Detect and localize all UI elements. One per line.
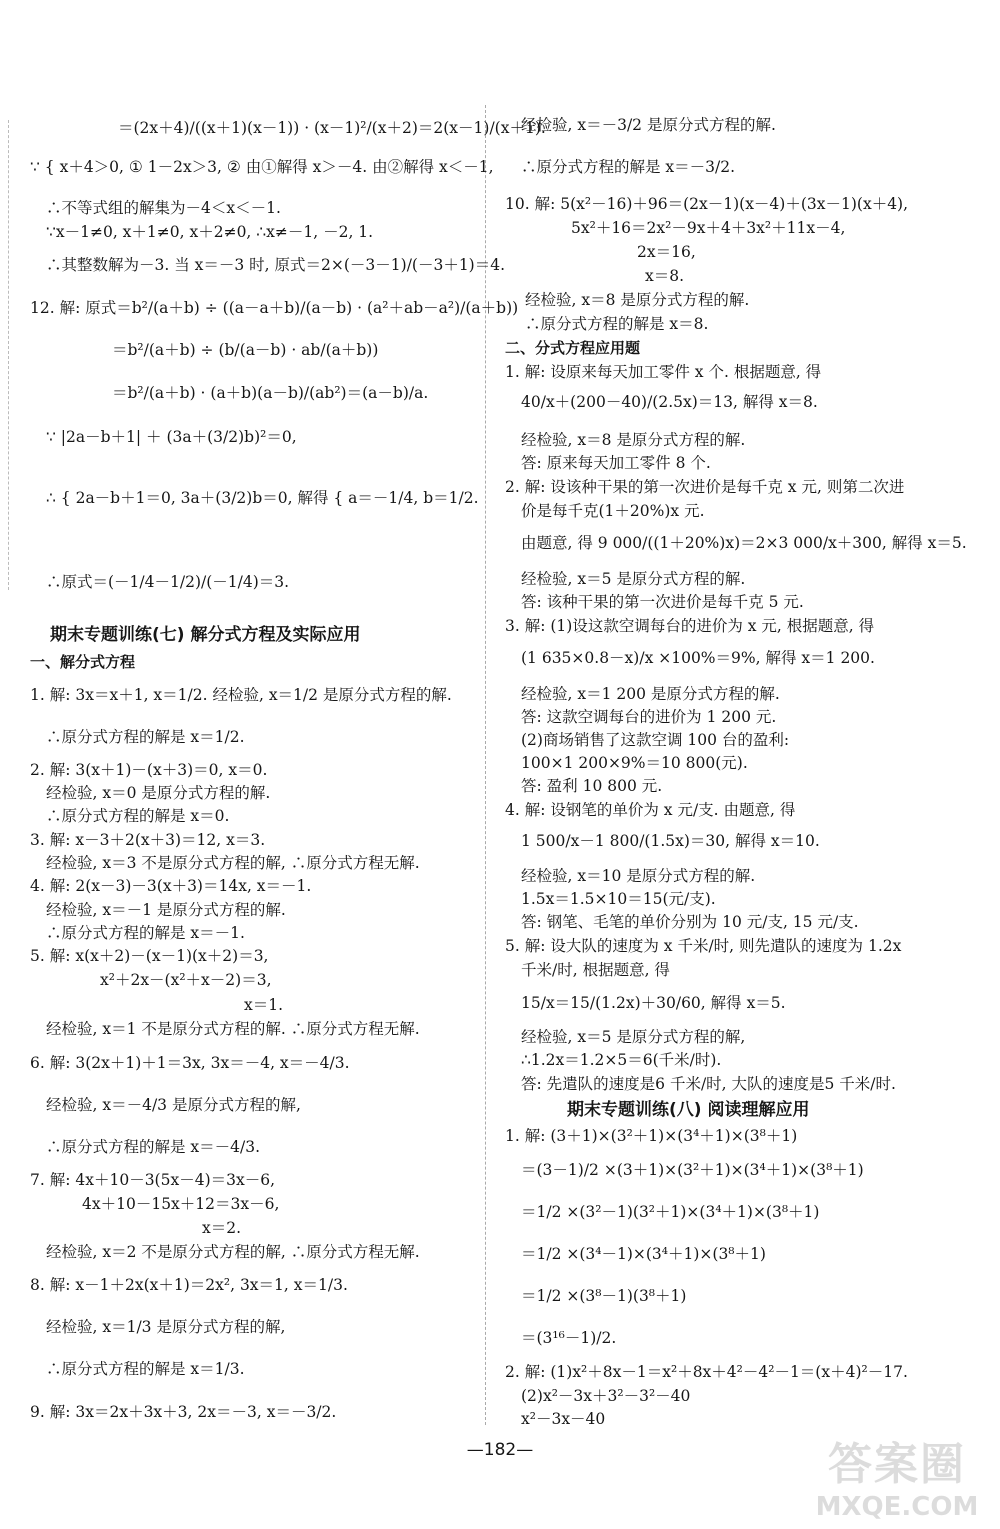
right-line: 15/x＝15/(1.2x)＋30/60, 解得 x＝5. <box>521 994 786 1012</box>
page-number: —182— <box>466 1440 534 1460</box>
left-line: ∴原分式方程的解是 x＝0. <box>46 807 230 825</box>
right-line: 40/x＋(200－40)/(2.5x)＝13, 解得 x＝8. <box>521 393 818 411</box>
right-line: 1. 解: (3＋1)×(3²＋1)×(3⁴＋1)×(3⁸＋1) <box>505 1127 798 1145</box>
right-line: 经检验, x＝5 是原分式方程的解. <box>521 570 746 588</box>
left-line: 4x＋10－15x＋12＝3x－6, <box>82 1195 280 1213</box>
left-line: ∴其整数解为－3. 当 x＝－3 时, 原式＝2×(－3－1)/(－3＋1)＝4. <box>46 256 506 274</box>
right-line: (1 635×0.8－x)/x ×100%＝9%, 解得 x＝1 200. <box>521 649 875 667</box>
right-line: 由题意, 得 9 000/((1＋20%)x)＝2×3 000/x＋300, 解得 x＝5. <box>521 534 967 552</box>
right-line: ∴原分式方程的解是 x＝8. <box>525 315 709 333</box>
right-line: 答: 原来每天加工零件 8 个. <box>521 454 711 472</box>
left-line: 9. 解: 3x＝2x＋3x＋3, 2x＝－3, x＝－3/2. <box>30 1403 337 1421</box>
left-line: x＝1. <box>244 996 284 1014</box>
right-line: 2. 解: (1)x²＋8x－1＝x²＋8x＋4²－4²－1＝(x＋4)²－17. <box>505 1363 908 1381</box>
right-line: 答: 盈利 10 800 元. <box>521 777 663 795</box>
right-line: ∴原分式方程的解是 x＝－3/2. <box>521 158 736 176</box>
left-line: ∴原分式方程的解是 x＝－4/3. <box>46 1138 261 1156</box>
left-line: 期末专题训练(七) 解分式方程及实际应用 <box>50 625 361 645</box>
right-line: 2x＝16, <box>637 243 696 261</box>
left-line: 7. 解: 4x＋10－3(5x－4)＝3x－6, <box>30 1171 276 1189</box>
right-line: ＝1/2 ×(3²－1)(3²＋1)×(3⁴＋1)×(3⁸＋1) <box>521 1203 820 1221</box>
left-line: ∵ |2a－b＋1| ＋ (3a＋(3/2)b)²＝0, <box>46 428 297 446</box>
watermark-text-bottom: MXQE.COM <box>815 1492 979 1522</box>
right-line: 经检验, x＝8 是原分式方程的解. <box>521 431 746 449</box>
left-line: 经检验, x＝3 不是原分式方程的解, ∴原分式方程无解. <box>46 854 420 872</box>
right-line: 答: 钢笔、毛笔的单价分别为 10 元/支, 15 元/支. <box>521 913 859 931</box>
left-line: 3. 解: x－3＋2(x＋3)＝12, x＝3. <box>30 831 266 849</box>
right-line: 答: 该种干果的第一次进价是每千克 5 元. <box>521 593 804 611</box>
left-line: 经检验, x＝－4/3 是原分式方程的解, <box>46 1096 301 1114</box>
right-line: 期末专题训练(八) 阅读理解应用 <box>567 1100 810 1120</box>
right-line: (2)x²－3x＋3²－3²－40 <box>521 1387 691 1405</box>
left-line: ＝b²/(a＋b) ÷ (b/(a－b) · ab/(a＋b)) <box>112 341 379 359</box>
right-line: 1.5x＝1.5×10＝15(元/支). <box>521 890 716 908</box>
right-line: ∴1.2x＝1.2×5＝6(千米/时). <box>521 1051 722 1069</box>
right-line: 二、分式方程应用题 <box>505 339 641 357</box>
right-line: 2. 解: 设该种干果的第一次进价是每千克 x 元, 则第二次进 <box>505 478 905 496</box>
right-line: 千米/时, 根据题意, 得 <box>521 961 670 979</box>
left-line: ∴原分式方程的解是 x＝－1. <box>46 924 245 942</box>
left-line: x＝2. <box>202 1219 242 1237</box>
left-line: 5. 解: x(x＋2)－(x－1)(x＋2)＝3, <box>30 947 269 965</box>
left-line: 经检验, x＝－1 是原分式方程的解. <box>46 901 286 919</box>
left-line: 经检验, x＝1 不是原分式方程的解. ∴原分式方程无解. <box>46 1020 420 1038</box>
left-line: ＝(2x＋4)/((x＋1)(x－1)) · (x－1)²/(x＋2)＝2(x－1)/(x＋1). <box>118 119 546 137</box>
left-line: ∵ { x＋4＞0, ① 1－2x＞3, ② 由①解得 x＞－4. 由②解得 x＜－1, <box>30 158 494 176</box>
left-line: ∴ { 2a－b＋1＝0, 3a＋(3/2)b＝0, 解得 { a＝－1/4, b＝1/2. <box>46 489 479 507</box>
margin-dashed-line <box>8 120 9 590</box>
right-line: 价是每千克(1＋20%)x 元. <box>521 502 705 520</box>
left-line: 2. 解: 3(x＋1)－(x＋3)＝0, x＝0. <box>30 761 268 779</box>
right-line: 5x²＋16＝2x²－9x＋4＋3x²＋11x－4, <box>571 219 846 237</box>
left-line: ∵x－1≠0, x＋1≠0, x＋2≠0, ∴x≠－1, －2, 1. <box>46 223 374 241</box>
right-line: 经检验, x＝10 是原分式方程的解. <box>521 867 756 885</box>
right-line: 1. 解: 设原来每天加工零件 x 个. 根据题意, 得 <box>505 363 822 381</box>
right-line: 答: 这款空调每台的进价为 1 200 元. <box>521 708 777 726</box>
right-line: 1 500/x－1 800/(1.5x)＝30, 解得 x＝10. <box>521 832 820 850</box>
right-line: 经检验, x＝5 是原分式方程的解, <box>521 1028 746 1046</box>
left-line: ＝b²/(a＋b) · (a＋b)(a－b)/(ab²)＝(a－b)/a. <box>112 384 429 402</box>
left-line: ∴原分式方程的解是 x＝1/3. <box>46 1360 245 1378</box>
left-line: 经检验, x＝1/3 是原分式方程的解, <box>46 1318 286 1336</box>
right-line: 经检验, x＝8 是原分式方程的解. <box>525 291 750 309</box>
right-line: 5. 解: 设大队的速度为 x 千米/时, 则先遣队的速度为 1.2x <box>505 937 902 955</box>
right-line: x＝8. <box>645 267 685 285</box>
right-line: (2)商场销售了这款空调 100 台的盈利: <box>521 731 790 749</box>
left-line: 6. 解: 3(2x＋1)＋1＝3x, 3x＝－4, x＝－4/3. <box>30 1054 350 1072</box>
left-line: 一、解分式方程 <box>30 653 136 671</box>
right-line: 经检验, x＝1 200 是原分式方程的解. <box>521 685 780 703</box>
right-line: 答: 先遣队的速度是6 千米/时, 大队的速度是5 千米/时. <box>521 1075 896 1093</box>
right-line: ＝1/2 ×(3⁸－1)(3⁸＋1) <box>521 1287 687 1305</box>
right-line: 100×1 200×9%＝10 800(元). <box>521 754 748 772</box>
right-line: 经检验, x＝－3/2 是原分式方程的解. <box>521 116 776 134</box>
right-line: 3. 解: (1)设这款空调每台的进价为 x 元, 根据题意, 得 <box>505 617 875 635</box>
right-line: 10. 解: 5(x²－16)＋96＝(2x－1)(x－4)＋(3x－1)(x＋4), <box>505 195 909 213</box>
left-line: 经检验, x＝2 不是原分式方程的解, ∴原分式方程无解. <box>46 1243 420 1261</box>
watermark-text-top: 答案圈 <box>828 1439 966 1490</box>
watermark-logo <box>812 1428 982 1523</box>
left-line: x²＋2x－(x²＋x－2)＝3, <box>100 971 272 989</box>
left-line: ∴不等式组的解集为－4＜x＜－1. <box>46 199 281 217</box>
left-line: ∴原式＝(－1/4－1/2)/(－1/4)＝3. <box>46 573 290 591</box>
right-line: ＝(3¹⁶－1)/2. <box>521 1329 617 1347</box>
left-line: 8. 解: x－1＋2x(x＋1)＝2x², 3x＝1, x＝1/3. <box>30 1276 348 1294</box>
left-line: 4. 解: 2(x－3)－3(x＋3)＝14x, x＝－1. <box>30 877 312 895</box>
left-line: 1. 解: 3x＝x＋1, x＝1/2. 经检验, x＝1/2 是原分式方程的解. <box>30 686 452 704</box>
left-line: 经检验, x＝0 是原分式方程的解. <box>46 784 271 802</box>
left-line: 12. 解: 原式＝b²/(a＋b) ÷ ((a－a＋b)/(a－b) · (a²＋ab－a²)/(a＋b)) <box>30 299 519 317</box>
right-line: 4. 解: 设钢笔的单价为 x 元/支. 由题意, 得 <box>505 801 796 819</box>
right-line: ＝1/2 ×(3⁴－1)×(3⁴＋1)×(3⁸＋1) <box>521 1245 766 1263</box>
right-line: ＝(3－1)/2 ×(3＋1)×(3²＋1)×(3⁴＋1)×(3⁸＋1) <box>521 1161 864 1179</box>
right-line: x²－3x－40 <box>521 1410 606 1428</box>
left-line: ∴原分式方程的解是 x＝1/2. <box>46 728 245 746</box>
